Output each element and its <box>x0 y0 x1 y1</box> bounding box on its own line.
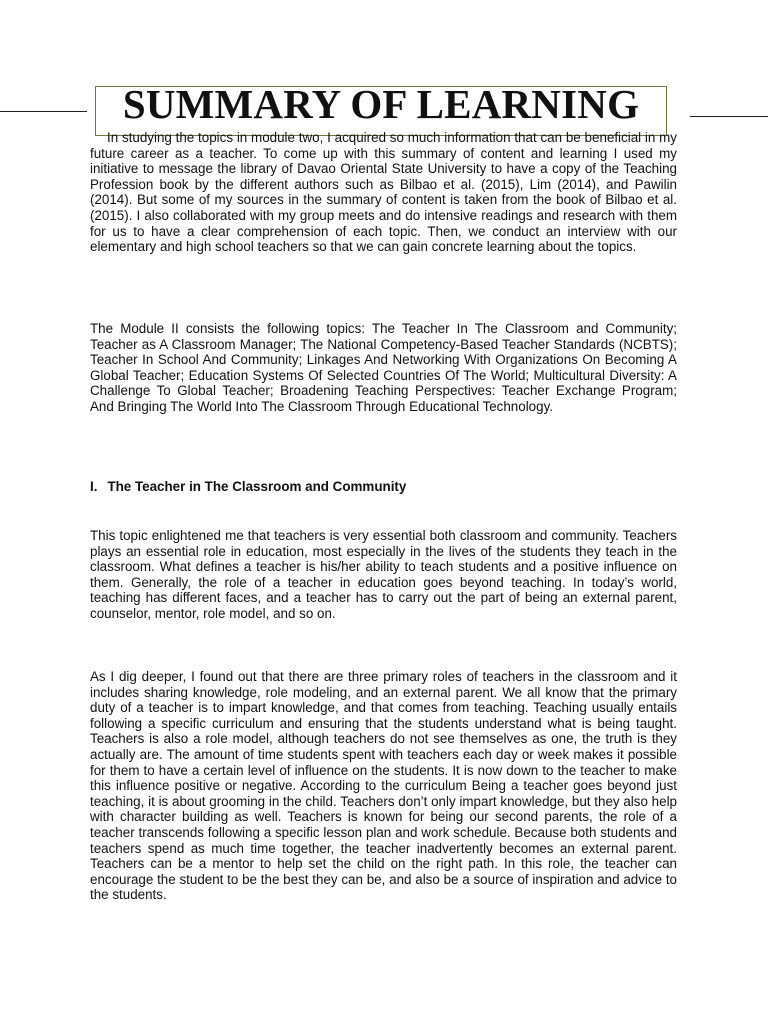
intro-paragraph: In studying the topics in module two, I acquired so much information that can be beneficial in my future career as a teacher. To come up with this summary of content and learning I used my initiative to message the library of Davao Oriental State University to have a copy of the Teaching Profession book by the different authors such as Bilbao et al. (2015), Lim (2014), and Pawilin (2014). But some of my sources in the summary of content is taken from the book of Bilbao et al. (2015). I also collaborated with my group meets and do intensive readings and research with them for us to have a clear comprehension of each topic. Then, we conduct an interview with our elementary and high school teachers so that we can gain concrete learning about the topics. <box>90 130 677 255</box>
section-heading-text: The Teacher in The Classroom and Community <box>107 479 407 494</box>
section-paragraph-1: This topic enlightened me that teachers is very essential both classroom and community. Teachers plays an essential role in education, most especially in the lives of the students they teach in the classroom. What defines a teacher is his/her ability to teach students and a positive influence on them. Generally, the role of a teacher in education goes beyond teaching. In today’s world, teaching has different faces, and a teacher has to carry out the part of being an external parent, counselor, mentor, role model, and so on. <box>90 528 677 621</box>
title-rule-right <box>690 116 768 117</box>
topics-paragraph: The Module II consists the following topics: The Teacher In The Classroom and Community; Teacher as A Classroom Manager; The National Competency-Based Teacher Standards (NCBTS); Teacher In School And Community; Linkages And Networking With Organizations On Becoming A Global Teacher; Education Systems Of Selected Countries Of The World; Multicultural Diversity: A Challenge To Global Teacher; Broadening Teaching Perspectives: Teacher Exchange Program; And Bringing The World Into The Classroom Through Educational Technology. <box>90 321 677 414</box>
section-heading <box>90 479 406 494</box>
section-number: I. <box>90 479 98 494</box>
document-title: SUMMARY OF LEARNING <box>122 81 640 127</box>
section-paragraph-2: As I dig deeper, I found out that there are three primary roles of teachers in the classroom and it includes sharing knowledge, role modeling, and an external parent. We all know that the primary duty of a teacher is to impart knowledge, and that comes from teaching. Teaching usually entails following a specific curriculum and ensuring that the students understand what is being taught. Teachers is also a role model, although teachers do not see themselves as one, the truth is they actually are. The amount of time students spent with teachers each day or week makes it possible for them to have a certain level of influence on the students. It is now down to the teacher to make this influence positive or negative. According to the curriculum Being a teacher goes beyond just teaching, it is about grooming in the child. Teachers don’t only impart knowledge, but they also help with character building as well. Teachers is known for being our second parents, the role of a teacher transcends following a specific lesson plan and work schedule. Because both students and teachers spend as much time together, the teacher inadvertently becomes an external parent. Teachers can be a mentor to help set the child on the right path. In this role, the teacher can encourage the student to be the best they can be, and also be a source of inspiration and advice to the students. <box>90 669 677 903</box>
title-rule-left <box>0 111 87 112</box>
